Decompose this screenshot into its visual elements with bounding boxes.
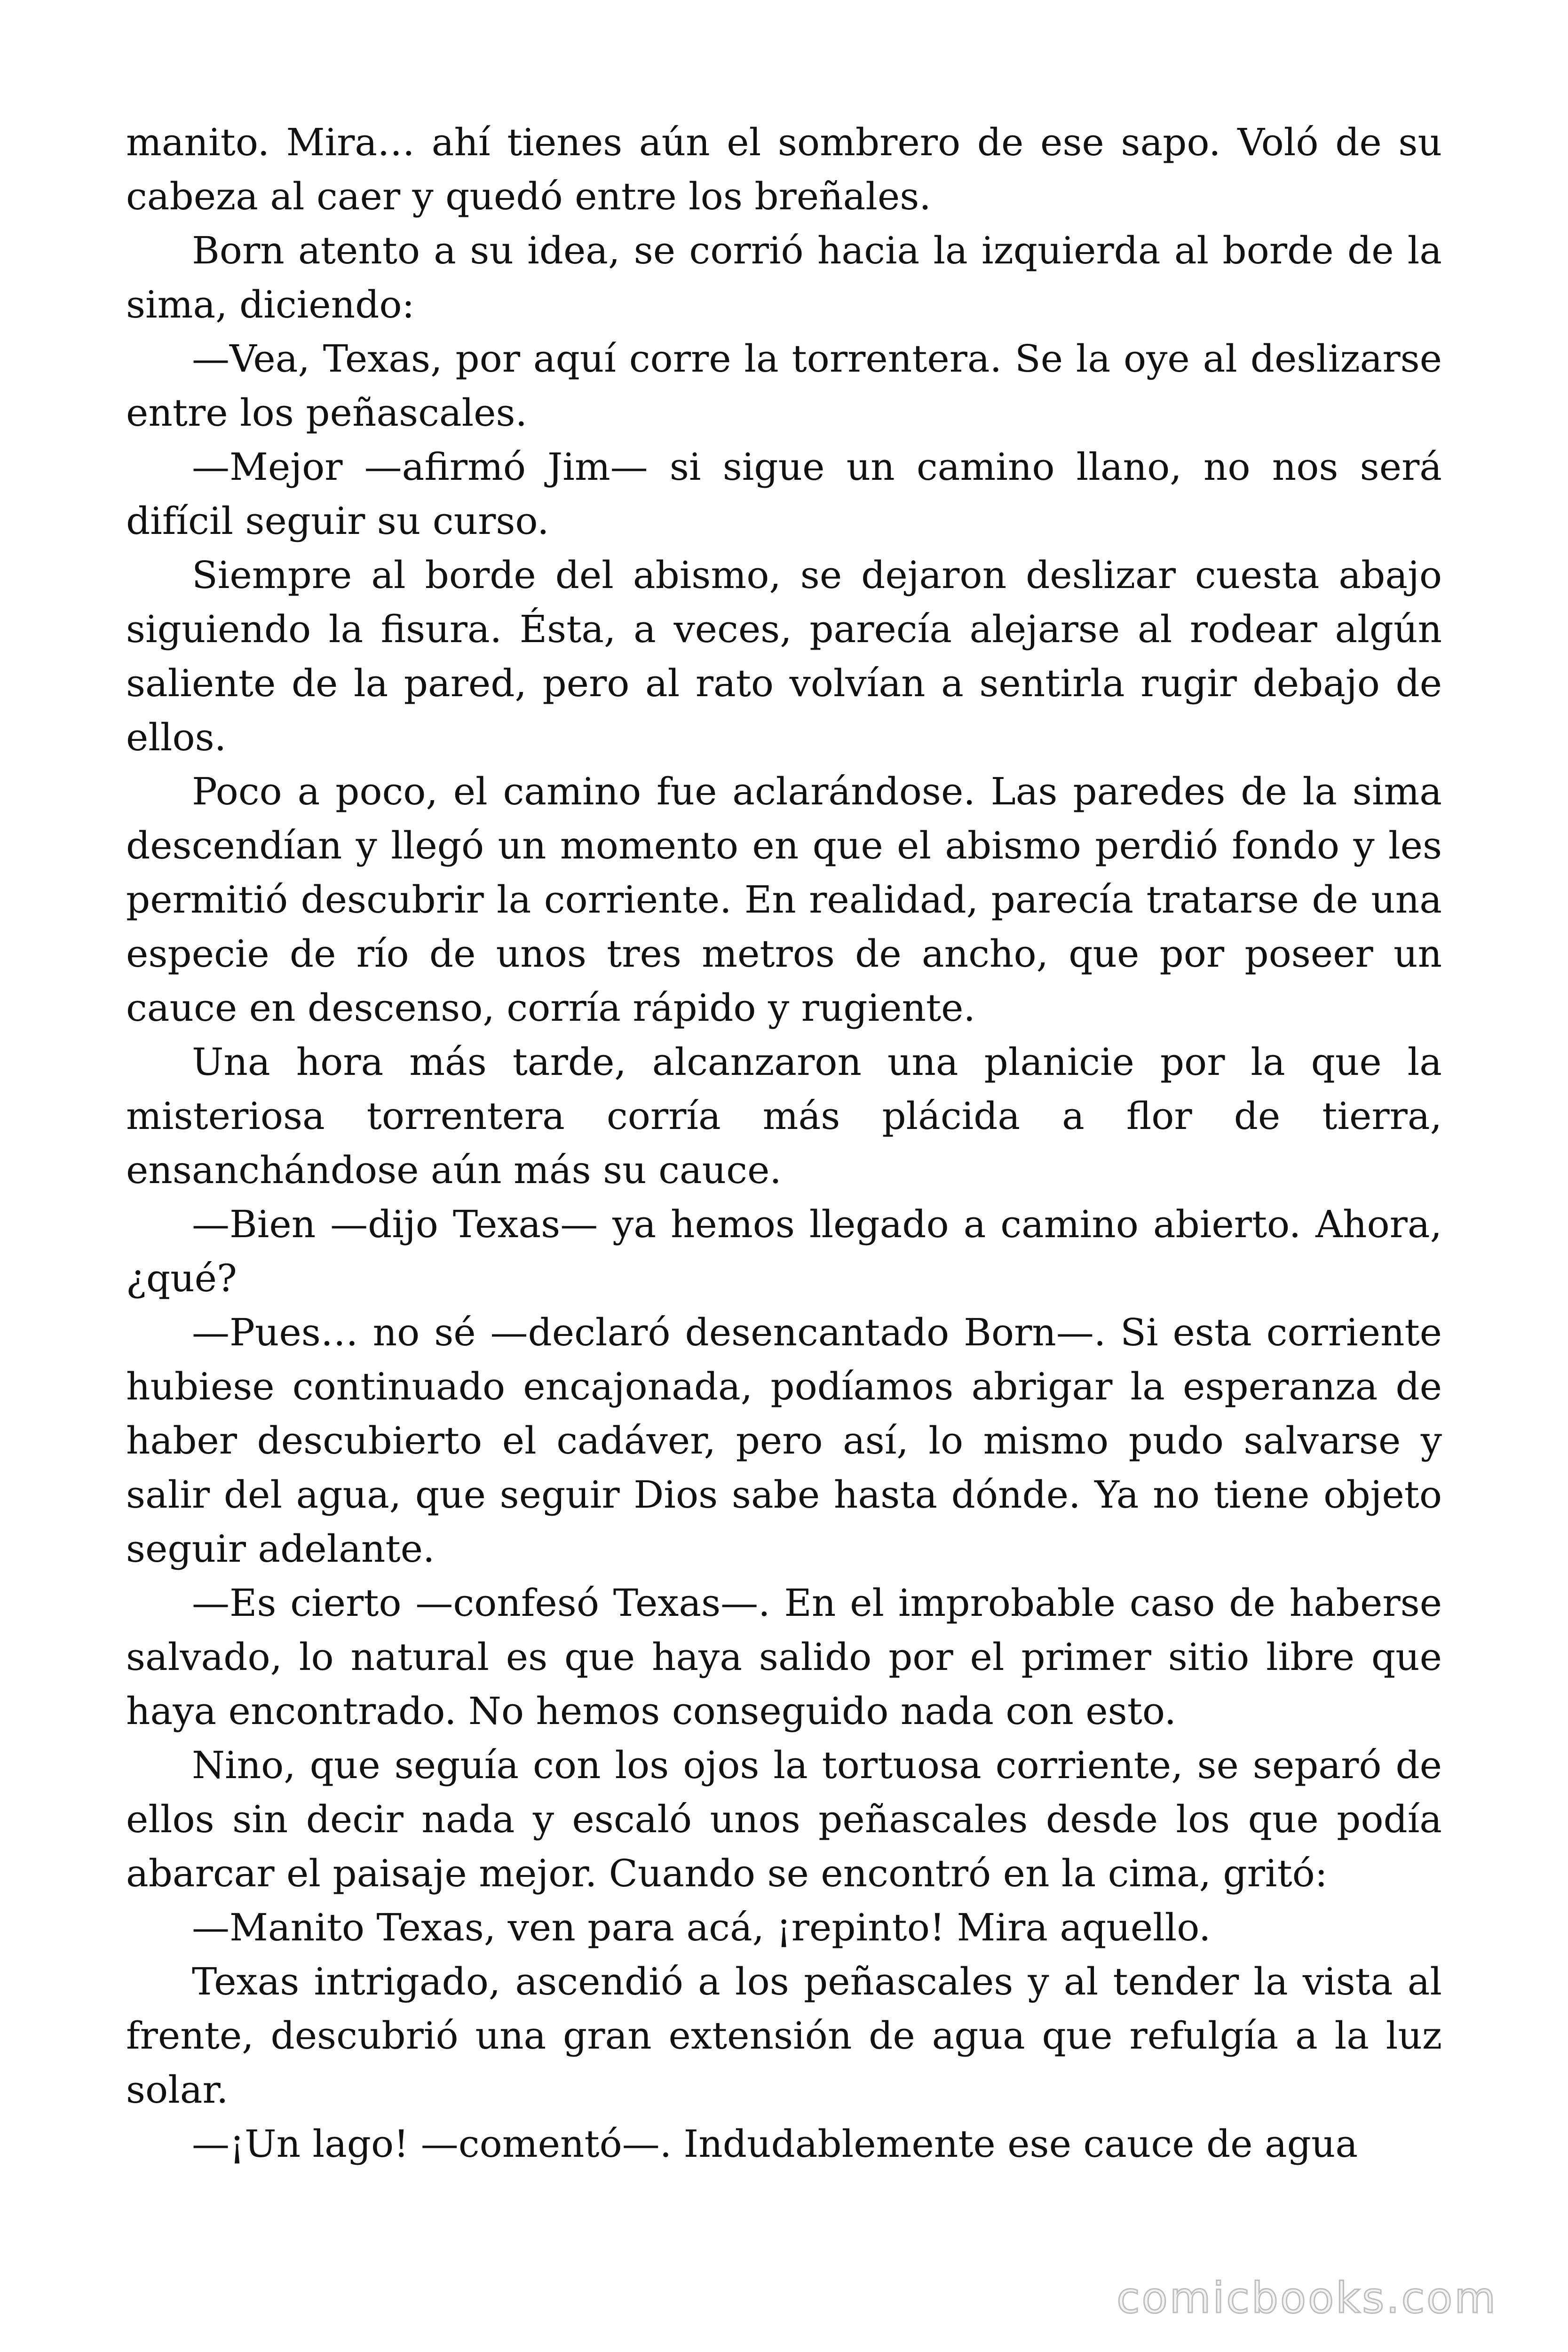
paragraph-7: Una hora más tarde, alcanzaron una planicie por la que la misteriosa torrentera corría más plácida a flor de tierra, ensanchándose aún más su cauce. xyxy=(126,1040,1442,1192)
paragraph-12: —Manito Texas, ven para acá, ¡repinto! Mira aquello. xyxy=(192,1906,1211,1949)
watermark: comicbooks.com xyxy=(1117,2273,1497,2323)
paragraph-3: —Vea, Texas, por aquí corre la torrentera. Se la oye al deslizarse entre los peñascales. xyxy=(126,337,1442,435)
paragraph-10: —Es cierto —confesó Texas—. En el improbable caso de haberse salvado, lo natural es que haya salido por el primer sitio libre que haya encontrado. No hemos conseguido nada con esto. xyxy=(126,1581,1442,1733)
page-text xyxy=(126,115,1442,2171)
paragraph-1: manito. Mira… ahí tienes aún el sombrero de ese sapo. Voló de su cabeza al caer y quedó entre los breñales. xyxy=(126,120,1442,218)
paragraph-14: —¡Un lago! —comentó—. Indudablemente ese cauce de agua xyxy=(192,2122,1358,2166)
paragraph-11: Nino, que seguía con los ojos la tortuosa corriente, se separó de ellos sin decir nada y escaló unos peñascales desde los que podía abarcar el paisaje mejor. Cuando se encontró en la cima, gritó: xyxy=(126,1743,1442,1895)
paragraph-5: Siempre al borde del abismo, se dejaron deslizar cuesta abajo siguiendo la fisura. Ésta, a veces, parecía alejarse al rodear algún saliente de la pared, pero al rato volvían a sentirla rugir debajo de ellos. xyxy=(126,553,1442,759)
paragraph-8: —Bien —dijo Texas— ya hemos llegado a camino abierto. Ahora, ¿qué? xyxy=(126,1202,1442,1300)
paragraph-4: —Mejor —afirmó Jim— si sigue un camino llano, no nos será difícil seguir su curso. xyxy=(126,445,1442,543)
paragraph-9: —Pues… no sé —declaró desencantado Born—. Si esta corriente hubiese continuado encajonada, podíamos abrigar la esperanza de haber descubierto el cadáver, pero así, lo mismo pudo salvarse y salir del agua, que seguir Dios sabe hasta dónde. Ya no tiene objeto seguir adelante. xyxy=(126,1311,1442,1571)
paragraph-13: Texas intrigado, ascendió a los peñascales y al tender la vista al frente, descubrió una gran extensión de agua que refulgía a la luz solar. xyxy=(126,1960,1442,2112)
paragraph-2: Born atento a su idea, se corrió hacia la izquierda al borde de la sima, diciendo: xyxy=(126,229,1442,326)
paragraph-6: Poco a poco, el camino fue aclarándose. Las paredes de la sima descendían y llegó un momento en que el abismo perdió fondo y les permitió descubrir la corriente. En realidad, parecía tratarse de una especie de río de unos tres metros de ancho, que por poseer un cauce en descenso, corría rápido y rugiente. xyxy=(126,770,1442,1030)
